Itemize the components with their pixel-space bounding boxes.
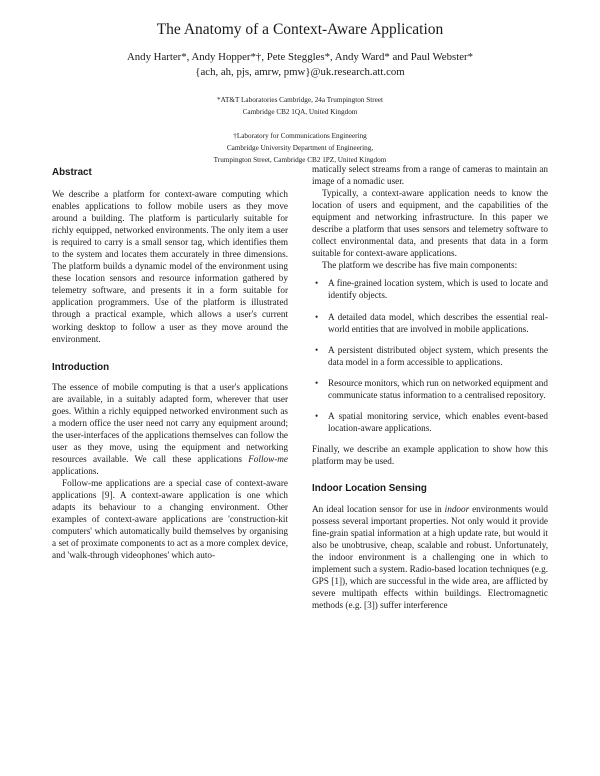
bullet-icon: •: [315, 344, 319, 355]
author-emails: {ach, ah, pjs, amrw, pmw}@uk.research.att.com: [195, 65, 405, 78]
indoor-paragraph-1: [312, 503, 548, 611]
list-item-text: A spatial monitoring service, which enables event-based location-aware applications.: [328, 410, 548, 433]
list-item-text: A detailed data model, which describes the essential real-world entities that are involved in mobile applications.: [328, 311, 548, 334]
abstract-text: We describe a platform for context-aware computing which enables applications to follow mobile users as they move around a building. The platform is particularly suitable for richly equipped, networked environments. The only item a user is required to carry is a small sensor tag, which identifies them to the system and locates them accurately in three dimensions. The platform builds a dynamic model of the environment using these location sensors and resource information gathered by telemetry software, and presents it in a form suitable for application programmers. Use of the platform is illustrated through a practical example, which allows a user's current working desktop to follow a user as they move around the environment.: [52, 189, 288, 344]
list-item-text: Resource monitors, which run on networked equipment and communicate status information to a centralised repository.: [328, 377, 548, 400]
paragraph-typical: Typically, a context-aware application needs to know the location of users and equipment, and the capabilities of the equipment and networking infrastructure. In this paper we describe a platform that uses sensors and telemetry software to collect environmental data, and presents that data in a form suitable for context-aware applications.: [312, 188, 548, 259]
list-item: [312, 277, 548, 301]
intro-p1-text: The essence of mobile computing is that a user's applications are available, in a suitably adapted form, wherever that user goes. Within a richly equipped networked environment such as a modern office the user need not carry any equipment around; the user-interfaces of the applications themselves can follow the user as they move, using the equipment and networking resources available. We call these applications: [52, 381, 288, 464]
intro-paragraph-1: [52, 381, 288, 477]
list-item-text: A persistent distributed object system, which presents the data model in a form accessible to applications.: [328, 344, 548, 367]
author-block: [0, 50, 600, 79]
paper-title: The Anatomy of a Context-Aware Application: [156, 21, 444, 38]
author-names: Andy Harter*, Andy Hopper*†, Pete Steggles*, Andy Ward* and Paul Webster*: [126, 51, 473, 63]
indoor-p1-rest: environments would possess several important properties. Not only would it provide fine-grain spatial information at a high update rate, but would it also be unobtrusive, cheap, scalable and robust. Unfortunately, the indoor environment is a challenging one in which to implement such a system. Radio-based location techniques (e.g. GPS [1]), which are successful in the wide area, are afflicted by severe multipath effects within buildings. Electromagnetic methods (e.g. [3]) suffer interference: [312, 503, 548, 611]
affiliation-line: Cambridge University Department of Engineering,: [226, 144, 374, 152]
components-list: [312, 277, 548, 433]
bullet-icon: •: [315, 410, 319, 421]
affiliation-line: *AT&T Laboratories Cambridge, 24a Trumpington Street: [217, 96, 383, 104]
affiliation-line: Cambridge CB2 1QA, United Kingdom: [242, 108, 358, 116]
list-item: [312, 377, 548, 401]
affiliation-cambridge: [0, 130, 600, 166]
indoor-p1-emphasis: indoor: [444, 503, 470, 514]
paragraph-finally: Finally, we describe an example application to show how this platform may be used.: [312, 443, 548, 466]
indoor-location-heading: Indoor Location Sensing: [312, 482, 427, 494]
intro-paragraph-2: Follow-me applications are a special case of context-aware applications [9]. A context-aware application is one which adapts its behaviour to a changing environment. Other examples of context-aware applications are 'construction-kit computers' which automatically build themselves by organising a set of proximate components to act as a more complex device, and 'walk-through videophones' which auto-: [52, 477, 288, 561]
list-item-text: A fine-grained location system, which is used to locate and identify objects.: [328, 278, 548, 301]
left-column: [52, 163, 288, 561]
affiliation-line: Trumpington Street, Cambridge CB2 1PZ, United Kingdom: [213, 156, 387, 164]
indoor-p1-start: An ideal location sensor for use in: [312, 503, 445, 514]
bullet-icon: •: [315, 278, 319, 289]
continuation-paragraph: matically select streams from a range of cameras to maintain an image of a nomadic user.: [312, 164, 548, 187]
paragraph-components-intro: The platform we describe has five main components:: [322, 260, 518, 271]
intro-p1-tail: applications.: [52, 465, 99, 476]
bullet-icon: •: [315, 377, 319, 388]
list-item: [312, 311, 548, 335]
right-column: [312, 163, 548, 611]
affiliation-att: [0, 94, 600, 118]
introduction-heading: Introduction: [52, 361, 110, 373]
list-item: [312, 344, 548, 368]
intro-p1-emphasis: Follow-me: [248, 453, 288, 464]
bullet-icon: •: [315, 311, 319, 322]
affiliation-line: †Laboratory for Communications Engineering: [233, 132, 367, 140]
abstract-heading: Abstract: [52, 167, 92, 178]
list-item: [312, 410, 548, 434]
